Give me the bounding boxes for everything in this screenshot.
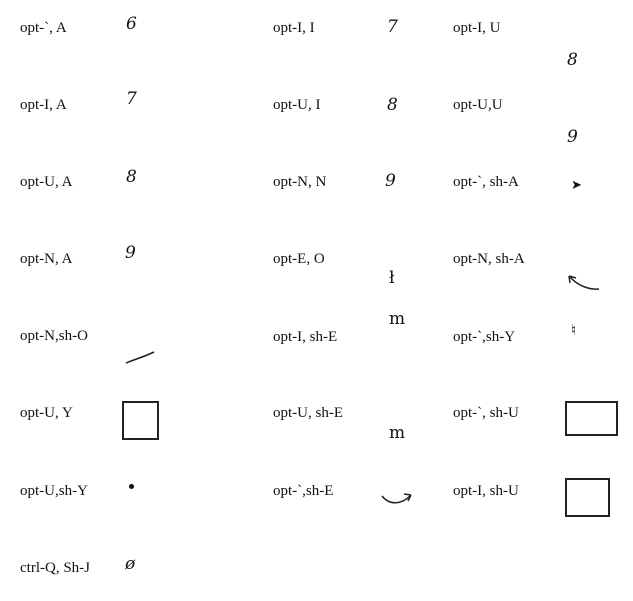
dot-icon: [129, 484, 134, 489]
label-opt-e-o: opt-E, O: [273, 251, 325, 267]
label-opt-n-sh-a: opt-N, sh-A: [453, 251, 525, 267]
glyph-m: m: [389, 309, 406, 329]
label-opt-backtick-sh-u: opt-`, sh-U: [453, 405, 519, 421]
glyph-eight: 8: [567, 50, 578, 70]
glyph-eight: 8: [126, 167, 137, 187]
label-opt-i-sh-u: opt-I, sh-U: [453, 483, 519, 499]
glyph-nine: 9: [125, 243, 136, 263]
label-opt-backtick-sh-y: opt-`,sh-Y: [453, 329, 516, 345]
glyph-six: 6: [126, 14, 137, 34]
label-opt-i-i: opt-I, I: [273, 20, 315, 36]
empty-box-icon: [122, 401, 159, 440]
label-ctrl-q-sh-j: ctrl-Q, Sh-J: [20, 560, 90, 576]
glyph-m: m: [389, 423, 406, 443]
glyph-nine: 9: [567, 127, 578, 147]
label-opt-u-a: opt-U, A: [20, 174, 73, 190]
label-opt-backtick-sh-a: opt-`, sh-A: [453, 174, 519, 190]
label-opt-n-sh-o: opt-N,sh-O: [20, 328, 88, 344]
glyph-eight: 8: [387, 95, 398, 115]
label-opt-i-sh-e: opt-I, sh-E: [273, 329, 338, 345]
glyph-l-stroke: ł: [389, 268, 395, 288]
label-opt-i-u: opt-I, U: [453, 20, 501, 36]
glyph-natural-sign: ♮: [571, 321, 577, 339]
arrowhead-icon: ➤: [571, 178, 582, 193]
label-opt-u-i: opt-U, I: [273, 97, 321, 113]
curved-arrow-left-icon: [566, 272, 602, 294]
label-opt-n-n: opt-N, N: [273, 174, 327, 190]
curved-arrow-right-icon: [380, 488, 414, 508]
glyph-seven: 7: [126, 89, 137, 109]
label-opt-u-sh-y: opt-U,sh-Y: [20, 483, 88, 499]
label-opt-u-y: opt-U, Y: [20, 405, 73, 421]
label-opt-u-sh-e: opt-U, sh-E: [273, 405, 343, 421]
label-opt-backtick-a: opt-`, A: [20, 20, 67, 36]
empty-box-icon: [565, 401, 618, 436]
glyph-nine: 9: [385, 171, 396, 191]
glyph-seven: 7: [387, 17, 398, 37]
glyph-o-slash: ø: [125, 554, 136, 574]
label-opt-n-a: opt-N, A: [20, 251, 73, 267]
label-opt-u-u: opt-U,U: [453, 97, 503, 113]
label-opt-i-a: opt-I, A: [20, 97, 67, 113]
empty-box-icon: [565, 478, 610, 517]
label-opt-backtick-sh-e: opt-`,sh-E: [273, 483, 334, 499]
curve-stroke-icon: [124, 350, 156, 366]
